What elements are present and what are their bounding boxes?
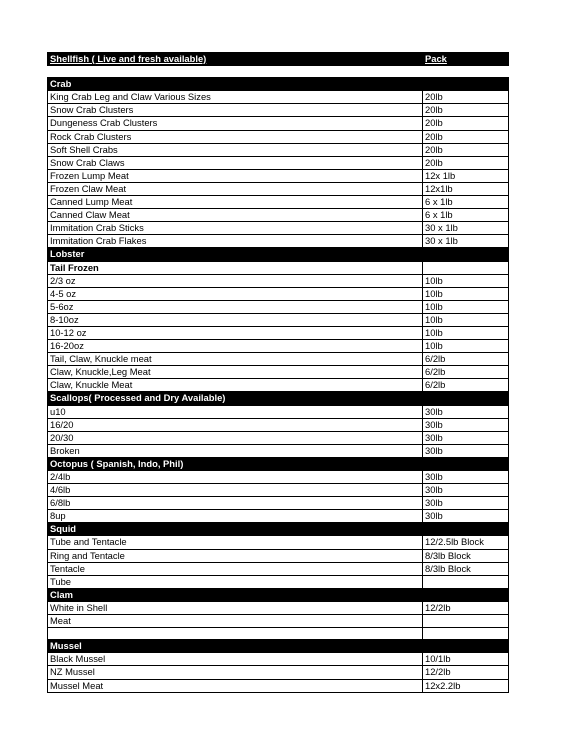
product-row: [48, 405, 509, 418]
pack-size: 30 x 1lb: [423, 235, 509, 248]
product-row: [48, 497, 509, 510]
product-row: [48, 549, 509, 562]
pack-size: [423, 523, 509, 536]
product-row: [48, 444, 509, 457]
product-row: [48, 313, 509, 326]
section-name: Mussel: [48, 640, 423, 653]
product-name: 20/30: [48, 431, 423, 444]
product-name: Soft Shell Crabs: [48, 143, 423, 156]
pack-size: 6/2lb: [423, 366, 509, 379]
product-name: 8up: [48, 510, 423, 523]
pack-size: 10lb: [423, 300, 509, 313]
product-name: 16/20: [48, 418, 423, 431]
pack-size: 10lb: [423, 326, 509, 339]
product-row: [48, 353, 509, 366]
product-name: 2/3 oz: [48, 274, 423, 287]
section-header-row: [48, 78, 509, 91]
pack-size: 12/2lb: [423, 666, 509, 679]
pack-size: 10lb: [423, 313, 509, 326]
pack-size: [423, 248, 509, 261]
product-name: Tentacle: [48, 562, 423, 575]
product-row: [48, 274, 509, 287]
pack-size: 30lb: [423, 431, 509, 444]
product-row: [48, 601, 509, 614]
product-name: White in Shell: [48, 601, 423, 614]
product-row: [48, 536, 509, 549]
product-row: [48, 156, 509, 169]
product-row: [48, 209, 509, 222]
product-row: [48, 653, 509, 666]
pack-size: [423, 588, 509, 601]
product-row: [48, 196, 509, 209]
pack-size: [423, 392, 509, 405]
sheet-title: Shellfish ( Live and fresh available): [48, 53, 423, 66]
product-name: Immitation Crab Flakes: [48, 235, 423, 248]
product-row: [48, 575, 509, 588]
product-row: [48, 287, 509, 300]
product-name: 6/8lb: [48, 497, 423, 510]
product-name: 4/6lb: [48, 484, 423, 497]
section-header-row: [48, 457, 509, 470]
product-row: [48, 222, 509, 235]
product-name: Frozen Claw Meat: [48, 182, 423, 195]
pack-size: 20lb: [423, 91, 509, 104]
product-name: 5-6oz: [48, 300, 423, 313]
section-name: Crab: [48, 78, 423, 91]
pack-size: 30 x 1lb: [423, 222, 509, 235]
product-name: Canned Claw Meat: [48, 209, 423, 222]
product-row: [48, 431, 509, 444]
pack-size: [423, 575, 509, 588]
product-name: Rock Crab Clusters: [48, 130, 423, 143]
product-name: 4-5 oz: [48, 287, 423, 300]
pack-size: 10lb: [423, 287, 509, 300]
section-header-row: [48, 523, 509, 536]
product-row: [48, 91, 509, 104]
product-name: Black Mussel: [48, 653, 423, 666]
pack-size: [423, 640, 509, 653]
product-name: u10: [48, 405, 423, 418]
product-row: [48, 130, 509, 143]
product-name: Ring and Tentacle: [48, 549, 423, 562]
pack-size: [423, 628, 509, 640]
header-row: [48, 53, 509, 66]
pack-size: [423, 78, 509, 91]
product-name: Tail, Claw, Knuckle meat: [48, 353, 423, 366]
pack-size: 8/3lb Block: [423, 562, 509, 575]
product-name: 8-10oz: [48, 313, 423, 326]
product-name: NZ Mussel: [48, 666, 423, 679]
product-row: [48, 169, 509, 182]
pack-size: 10lb: [423, 340, 509, 353]
pack-size: 10lb: [423, 274, 509, 287]
pack-size: 6 x 1lb: [423, 196, 509, 209]
product-name: Frozen Lump Meat: [48, 169, 423, 182]
pack-column-header: Pack: [423, 53, 509, 66]
product-row: [48, 471, 509, 484]
section-name: Clam: [48, 588, 423, 601]
product-row: [48, 182, 509, 195]
pack-size: 30lb: [423, 471, 509, 484]
section-name: Octopus ( Spanish, Indo, Phil): [48, 457, 423, 470]
spacer-row: [48, 66, 509, 78]
pack-size: 12x 1lb: [423, 169, 509, 182]
product-row: [48, 326, 509, 339]
product-name: King Crab Leg and Claw Various Sizes: [48, 91, 423, 104]
pack-size: 30lb: [423, 444, 509, 457]
pack-size: 6/2lb: [423, 379, 509, 392]
section-name: Squid: [48, 523, 423, 536]
product-row: [48, 484, 509, 497]
pack-size: 12x1lb: [423, 182, 509, 195]
product-name: [48, 628, 423, 640]
product-name: Tube: [48, 575, 423, 588]
product-name: Broken: [48, 444, 423, 457]
product-name: Claw, Knuckle Meat: [48, 379, 423, 392]
product-name: Mussel Meat: [48, 679, 423, 692]
product-name: Claw, Knuckle,Leg Meat: [48, 366, 423, 379]
product-row: [48, 379, 509, 392]
product-row: [48, 117, 509, 130]
pack-size: 30lb: [423, 418, 509, 431]
product-row: [48, 679, 509, 692]
product-row: [48, 366, 509, 379]
pack-size: 30lb: [423, 510, 509, 523]
product-row: [48, 666, 509, 679]
product-row: [48, 562, 509, 575]
product-name: Tube and Tentacle: [48, 536, 423, 549]
pack-size: 20lb: [423, 130, 509, 143]
product-row: [48, 628, 509, 640]
sheet-body: [48, 53, 509, 693]
shellfish-price-sheet: [47, 52, 509, 693]
pack-size: 30lb: [423, 405, 509, 418]
section-name: Lobster: [48, 248, 423, 261]
product-name: Immitation Crab Sticks: [48, 222, 423, 235]
pack-size: 20lb: [423, 117, 509, 130]
section-name: Scallops( Processed and Dry Available): [48, 392, 423, 405]
product-row: [48, 143, 509, 156]
subsection-name: Tail Frozen: [48, 261, 423, 274]
pack-size: 6 x 1lb: [423, 209, 509, 222]
pack-size: [423, 457, 509, 470]
product-name: Dungeness Crab Clusters: [48, 117, 423, 130]
pack-size: [423, 615, 509, 628]
product-name: 16-20oz: [48, 340, 423, 353]
pack-size: 12/2lb: [423, 601, 509, 614]
pack-size: 20lb: [423, 143, 509, 156]
section-header-row: [48, 248, 509, 261]
subsection-row: [48, 261, 509, 274]
product-row: [48, 340, 509, 353]
pack-size: 8/3lb Block: [423, 549, 509, 562]
product-row: [48, 615, 509, 628]
product-row: [48, 235, 509, 248]
product-row: [48, 300, 509, 313]
product-name: Canned Lump Meat: [48, 196, 423, 209]
pack-size: 20lb: [423, 156, 509, 169]
product-name: 10-12 oz: [48, 326, 423, 339]
pack-size: 30lb: [423, 484, 509, 497]
product-name: Meat: [48, 615, 423, 628]
product-row: [48, 418, 509, 431]
pack-size: 6/2lb: [423, 353, 509, 366]
product-row: [48, 510, 509, 523]
section-header-row: [48, 640, 509, 653]
pack-size: 12/2.5lb Block: [423, 536, 509, 549]
product-name: Snow Crab Clusters: [48, 104, 423, 117]
product-name: Snow Crab Claws: [48, 156, 423, 169]
pack-size: 12x2.2lb: [423, 679, 509, 692]
product-row: [48, 104, 509, 117]
section-header-row: [48, 588, 509, 601]
section-header-row: [48, 392, 509, 405]
product-name: 2/4lb: [48, 471, 423, 484]
pack-size: 20lb: [423, 104, 509, 117]
pack-size: 10/1lb: [423, 653, 509, 666]
pack-size: [423, 261, 509, 274]
pack-size: 30lb: [423, 497, 509, 510]
